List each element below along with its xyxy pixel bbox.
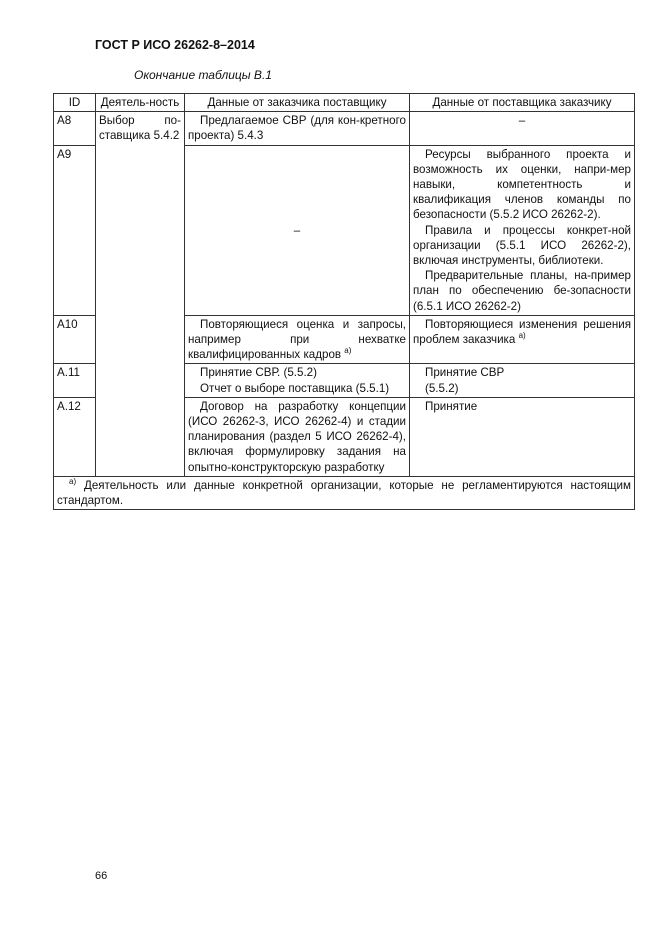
table-header-row xyxy=(54,94,635,112)
customer-data-cell: Договор на разработку концепции (ИСО 26262-3, ИСО 26262-4) и стадии планирования (раздел 5 ИСО 26262-4), включая формулировку задания на опытно-конструкторскую разработку xyxy=(185,397,410,476)
footnote-mark: а) xyxy=(69,477,77,487)
page-number: 66 xyxy=(95,870,108,882)
header-id: ID xyxy=(54,94,96,112)
customer-data-cell xyxy=(185,315,410,364)
cell-text: Повторяющиеся изменения решения проблем заказчика xyxy=(413,317,631,347)
paragraph: Принятие СВР. (5.5.2) xyxy=(200,366,317,380)
supplier-data-cell xyxy=(410,364,635,397)
footnote-row xyxy=(54,476,635,509)
header-customer-to-supplier: Данные от заказчика поставщику xyxy=(185,94,410,112)
supplier-data-cell xyxy=(410,145,635,315)
row-id: A8 xyxy=(54,112,96,145)
supplier-data-cell xyxy=(410,315,635,364)
row-id: А.12 xyxy=(54,397,96,476)
customer-data-cell: – xyxy=(185,145,410,315)
paragraph: Ресурсы выбранного проекта и возможность их оценки, напри-мер навыки, компетентность и квалификация членов команды по безопасности (5.5.2 ИСО 26262-2). xyxy=(413,147,631,222)
paragraph: Правила и процессы конкрет-ной организации (5.5.1 ИСО 26262-2), включая инструменты, библиотеки. xyxy=(413,223,631,268)
paragraph: Отчет о выборе поставщика (5.5.1) xyxy=(200,381,390,395)
data-exchange-table xyxy=(53,93,635,510)
table-row xyxy=(54,112,635,145)
footnote-cell xyxy=(54,476,635,509)
table-caption: Окончание таблицы В.1 xyxy=(134,68,272,82)
paragraph: (5.5.2) xyxy=(425,381,459,395)
paragraph: Предварительные планы, на-пример план по обеспечению бе-зопасности (6.5.1 ИСО 26262-2) xyxy=(413,269,631,313)
row-id: A10 xyxy=(54,315,96,364)
header-activity: Деятель-ность xyxy=(96,94,185,112)
row-id: А.11 xyxy=(54,364,96,397)
cell-text: Повторяющиеся оценка и запросы, например при нехватке квалифицированных кадров xyxy=(188,317,406,362)
activity-cell: Выбор по-ставщика 5.4.2 xyxy=(96,112,185,477)
header-supplier-to-customer: Данные от поставщика заказчику xyxy=(410,94,635,112)
row-id: A9 xyxy=(54,145,96,315)
customer-data-cell: Предлагаемое СВР (для кон-кретного проекта) 5.4.3 xyxy=(185,112,410,145)
footnote-ref: а) xyxy=(518,331,526,341)
paragraph: Принятие СВР xyxy=(425,366,505,380)
footnote-text: Деятельность или данные конкретной организации, которые не регламентируются настоящим стандартом. xyxy=(57,478,631,508)
supplier-data-cell: – xyxy=(410,112,635,145)
footnote-ref: а) xyxy=(344,346,352,356)
document-header: ГОСТ Р ИСО 26262-8–2014 xyxy=(95,38,255,52)
customer-data-cell xyxy=(185,364,410,397)
supplier-data-cell: Принятие xyxy=(410,397,635,476)
